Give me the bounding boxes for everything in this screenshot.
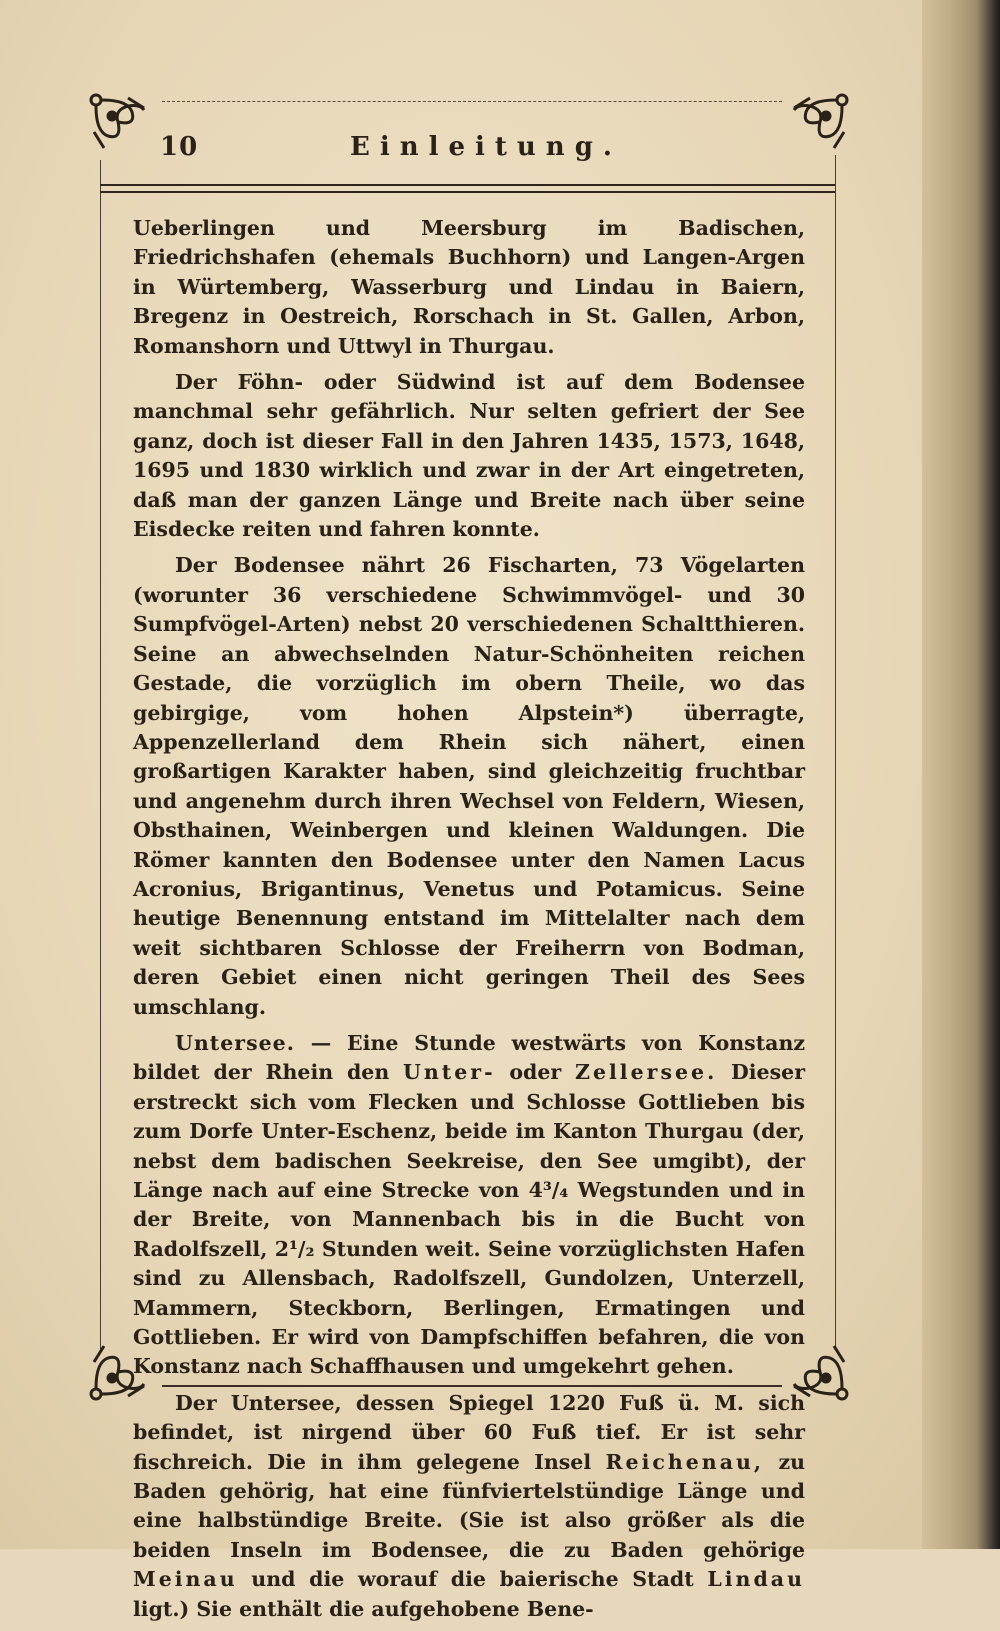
paragraph-4 (133, 1029, 805, 1382)
term-reichenau: Reichenau, (605, 1449, 765, 1474)
running-title: Einleitung. (350, 132, 622, 162)
section-heading-untersee: Untersee. (175, 1030, 295, 1055)
paragraph-5-text-d: ligt.) Sie enthält die aufgehobene Bene- (133, 1596, 594, 1621)
page-body (133, 214, 805, 1631)
frame-left-rule (100, 160, 101, 1350)
book-spine-edge (922, 0, 1000, 1549)
paragraph-2-text: Der Föhn- oder Südwind ist auf dem Bodensee manchmal sehr gefährlich. Nur selten gefriert der See ganz, doch ist dieser Fall in den Jahren 1435, 1573, 1648, 1695 und 1830 wirklich und zwar in der Art eingetreten, daß man der ganzen Länge und Breite nach über seine Eisdecke reiten und fahren konnte. (133, 370, 805, 542)
paragraph-1: Ueberlingen und Meersburg im Badischen, Friedrichshafen (ehemals Buchhorn) und Langen-Argen in Würtemberg, Wasserburg und Lindau in Baiern, Bregenz in Oestreich, Rorschach in St. Gallen, Arbon, Romanshorn und Uttwyl in Thurgau. (133, 216, 805, 358)
header-double-rule (100, 184, 835, 193)
term-lindau: Lindau (707, 1567, 805, 1592)
term-meinau: Meinau (133, 1567, 238, 1592)
paragraph-5-text-a: Der Untersee, dessen Spiegel 1220 Fuß ü. M. sich befindet, ist nirgend über 60 Fuß tief. Er ist sehr fischreich. Die in ihm gelegene Insel (133, 1390, 805, 1474)
paragraph-2 (133, 368, 805, 544)
paragraph-4-text-c: Dieser erstreckt sich vom Flecken und Schlosse Gottlieben bis zum Dorfe Unter-Eschenz, beide im Kanton Thurgau (der, nebst dem badischen Seekreise, den See umgibt), der Länge nach auf eine Strecke von 4³/₄ Wegstunden und in der Breite, von Mannenbach bis in die Bucht von Radolfszell, 2¹/₂ Stunden weit. Seine vorzüglichsten Hafen sind zu Allensbach, Radolfszell, Gundolzen, Unterzell, Mammern, Steckborn, Berlingen, Ermatingen und Gottlieben. Er wird von Dampfschiffen befahren, die von Konstanz nach Schaffhausen und umgekehrt gehen. (133, 1060, 805, 1379)
paragraph-3 (133, 551, 805, 1022)
corner-ornament-top-left-icon (88, 92, 148, 152)
term-zellersee: Zellersee. (575, 1060, 718, 1085)
page-number: 10 (160, 132, 199, 162)
paragraph-5-text-b: zu Baden gehörig, hat eine fünfviertelstündige Länge und eine halbstündige Breite. (Sie ist also größer als die beiden Inseln im Bodensee, die zu Baden gehörige (133, 1449, 805, 1562)
corner-ornament-top-right-icon (790, 92, 850, 152)
term-unter: Unter- (403, 1060, 496, 1085)
paragraph-4-text-b: oder (495, 1060, 576, 1085)
frame-top-rule (162, 101, 782, 102)
paragraph-5-text-c: und die worauf die baierische Stadt (237, 1567, 708, 1592)
paragraph-3-text: Der Bodensee nährt 26 Fischarten, 73 Vögelarten (worunter 36 verschiedene Schwimmvögel- und 30 Sumpfvögel-Arten) nebst 20 verschiedenen Schaltthieren. Seine an abwechselnden Natur-Schönheiten reichen Gestade, die vorzüglich im obern Theile, wo das gebirgige, vom hohen Alpstein*) überragte, Appenzellerland dem Rhein sich nähert, einen großartigen Karakter haben, sind gleichzeitig fruchtbar und angenehm durch ihren Wechsel von Feldern, Wiesen, Obsthainen, Weinbergen und kleinen Waldungen. Die Römer kannten den Bodensee unter den Namen Lacus Acronius, Brigantinus, Venetus und Potamicus. Seine heutige Benennung entstand im Mittelalter nach dem weit sichtbaren Schlosse der Freiherrn von Bodman, deren Gebiet einen nicht geringen Theil des Sees umschlang. (133, 553, 805, 1019)
paragraph-5 (133, 1389, 805, 1624)
paragraph-4-text-a: — Eine Stunde westwärts von Konstanz bildet der Rhein den (133, 1030, 805, 1085)
frame-right-rule (835, 155, 836, 1350)
